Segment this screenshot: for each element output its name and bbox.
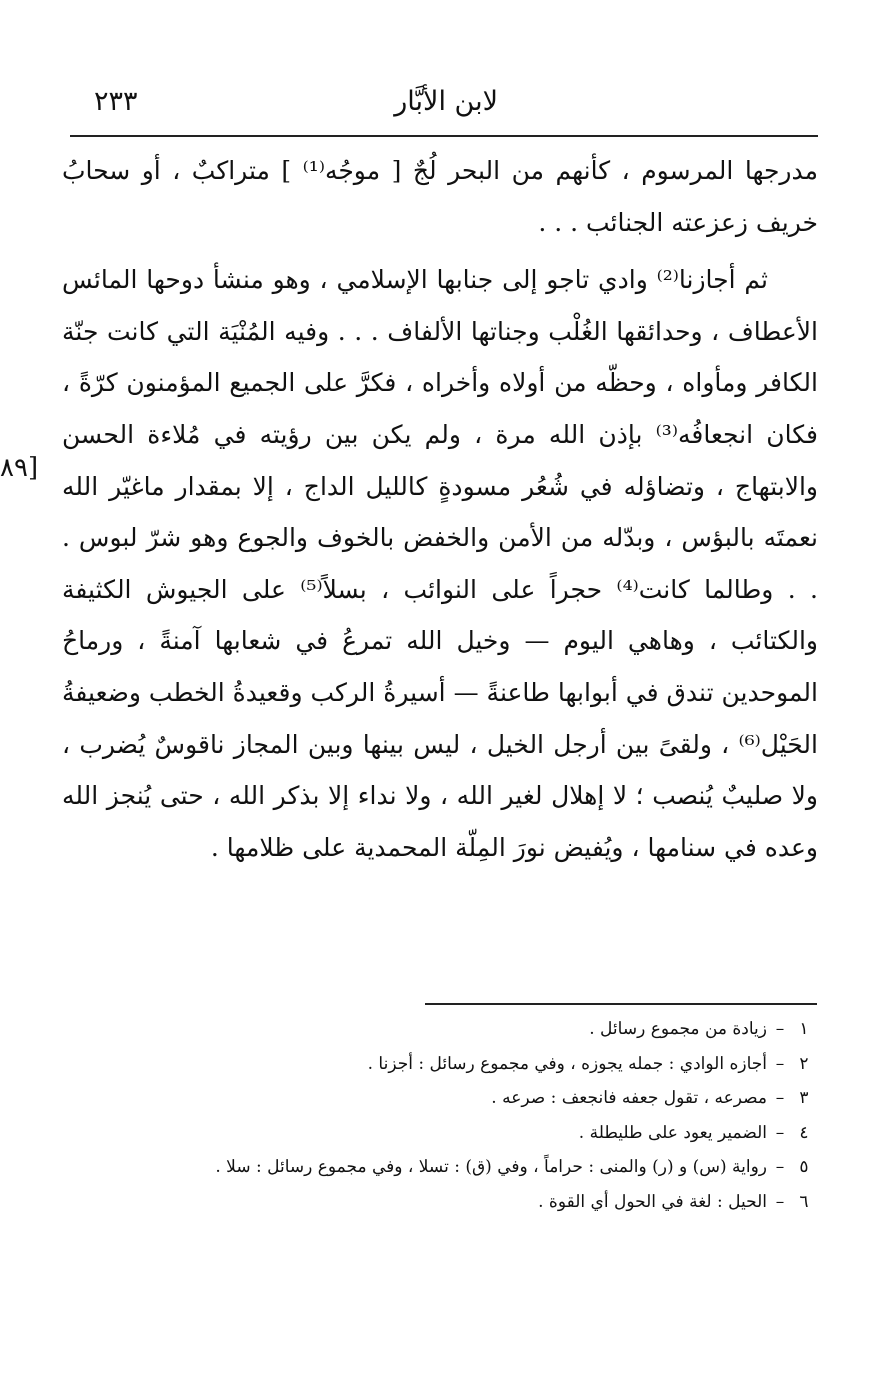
running-title: لابن الأبَّار (394, 86, 498, 117)
page-number: ٢٣٣ (94, 86, 138, 117)
footnote-dash: – (775, 1157, 785, 1178)
footnote-text: الحيل : لغة في الحول أي القوة . (538, 1191, 767, 1212)
footnote-item (70, 1185, 815, 1220)
footnote-text: زيادة من مجموع رسائل . (589, 1019, 767, 1039)
footnote-item (70, 1047, 815, 1082)
page-header (70, 82, 818, 122)
footnotes-list (70, 1012, 815, 1220)
footnote-item (70, 1012, 815, 1047)
footnote-text: أجازه الوادي : جمله يجوزه ، وفي مجموع رسائل : أجزنا . (367, 1053, 767, 1074)
footnote-text: مصرعه ، تقول جعفه فانجعف : صرعه . (491, 1088, 767, 1109)
footnote-item (70, 1150, 815, 1185)
paragraph: مدرجها المرسوم ، كأنهم من البحر لُجٌ [ موجُه⁽¹⁾ ] متراكبٌ ، أو سحابُ خريف زعزعته الجنائب . . . (62, 156, 819, 237)
footnote-text: رواية (س) و (ر) والمنى : حراماً ، وفي (ق) : تسلا ، وفي مجموع رسائل : سلا . (215, 1157, 767, 1178)
footnote-dash: – (775, 1122, 785, 1143)
footnote-number: ٣ (799, 1088, 809, 1109)
footnote-dash: – (775, 1019, 785, 1039)
footnote-dash: – (775, 1088, 785, 1109)
main-text (62, 145, 818, 873)
footnote-item (70, 1081, 815, 1116)
footnote-dash: – (775, 1191, 785, 1212)
footnote-divider (425, 1003, 817, 1005)
footnote-text: الضمير يعود على طليطلة . (578, 1122, 767, 1143)
footnote-number: ٤ (799, 1122, 809, 1143)
footnote-number: ٥ (799, 1157, 809, 1178)
paragraph: ثم أجازنا⁽²⁾ وادي تاجو إلى جنابها الإسلامي ، وهو منشأ دوحها المائس الأعطاف ، وحدائقها الغُلْب وجناتها الألفاف . . . وفيه المُنْيَة التي كانت جنّة الكافر ومأواه ، وحظّه من أولاه وأخراه ، فكرَّ على الجميع المؤمنون كرّةً ، فكان انجعافُه⁽³⁾ بإذن الله مرة ، ولم يكن بين رؤيته في مُلاءة الحسن والابتهاج ، وتضاؤله في شُعُر مسودةٍ كالليل الداج ، إلا بمقدار ماغيّر الله نعمتَه بالبؤس ، وبدّله من الأمن والخفض بالخوف والجوع وهو شرّ لبوس . . . وطالما كانت⁽⁴⁾ حجراً على النوائب ، بسلاً⁽⁵⁾ على الجيوش الكثيفة والكتائب ، وهاهي اليوم — وخيل الله تمرعُ في شعابها آمنةً ، ورماحُ الموحدين تندق في أبوابها طاعنةً — أسيرةُ الركب وقعيدةُ الخطب وضعيفةُ الحَيْل⁽⁶⁾ ، ولقىً بين أرجل الخيل ، ليس بينها وبين المجاز ناقوسٌ يُضرب ، ولا صليبٌ يُنصب ؛ لا إهلال لغير الله ، ولا نداء إلا بذكر الله ، حتى يُنجز الله وعده في سنامها ، ويُفيض نورَ المِلّة المحمدية على ظلامها . (62, 265, 818, 862)
footnote-dash: – (775, 1053, 785, 1074)
footnote-number: ٦ (799, 1191, 809, 1212)
margin-page-reference: ٨٩] (0, 453, 39, 483)
header-divider (70, 135, 818, 137)
footnote-number: ٢ (799, 1053, 809, 1074)
footnote-item (70, 1116, 815, 1151)
footnote-number: ١ (799, 1019, 809, 1039)
